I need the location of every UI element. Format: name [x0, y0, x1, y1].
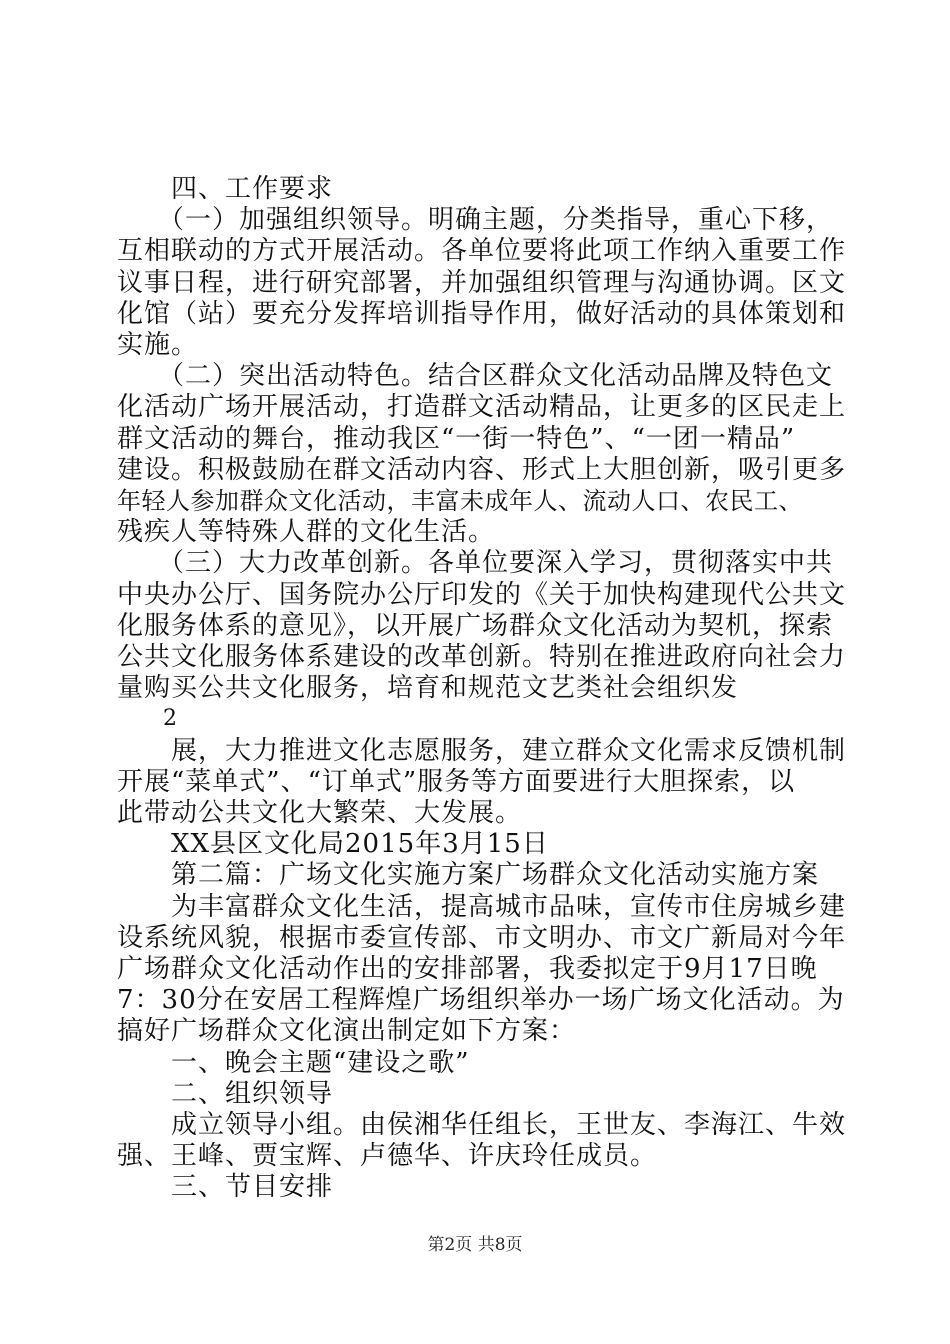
text-line: 四、工作要求 — [117, 174, 334, 204]
text-line: （二）突出活动特色。结合区群众文化活动品牌及特色文 — [117, 361, 834, 391]
text-line: 互相联动的方式开展活动。各单位要将此项工作纳入重要工作 — [117, 236, 847, 266]
text-line: 开展“菜单式”、“订单式”服务等方面要进行大胆探索，以 — [117, 767, 796, 797]
text-line: 一、晚会主题“建设之歌” — [117, 1048, 470, 1078]
text-line: 广场群众文化活动作出的安排部署，我委拟定于9月17日晚 — [117, 954, 818, 984]
text-line: 成立领导小组。由侯湘华任组长，王世友、李海江、牛效 — [117, 1110, 847, 1140]
section-title: 第二篇：广场文化实施方案广场群众文化活动实施方案 — [117, 860, 820, 890]
text-line: 化服务体系的意见》，以开展广场群众文化活动为契机，探索 — [117, 611, 834, 641]
text-line: （一）加强组织领导。明确主题，分类指导，重心下移， — [117, 205, 834, 235]
text-line: 量购买公共文化服务，培育和规范文艺类社会组织发 — [117, 673, 739, 703]
text-line: 搞好广场群众文化演出制定如下方案： — [117, 1016, 577, 1046]
text-line: 强、王峰、贾宝辉、卢德华、许庆玲任成员。 — [117, 1141, 658, 1171]
text-line: 二、组织领导 — [117, 1079, 334, 1109]
text-line: 为丰富群众文化生活，提高城市品味，宣传市住房城乡建 — [117, 892, 847, 922]
text-line: 展，大力推进文化志愿服务，建立群众文化需求反馈机制 — [117, 736, 847, 766]
date-line: XX县区文化局2015年3月15日 — [117, 829, 549, 859]
text-line: 议事日程，进行研究部署，并加强组织管理与沟通协调。区文 — [117, 268, 847, 298]
text-line: 建设。积极鼓励在群文活动内容、形式上大胆创新，吸引更多 — [117, 455, 847, 485]
text-line: 化活动广场开展活动，打造群文活动精品，让更多的区民走上 — [117, 392, 847, 422]
text-line: 残疾人等特殊人群的文化生活。 — [117, 517, 496, 547]
text-line: 年轻人参加群众文化活动，丰富未成年人、流动人口、农民工、 — [117, 487, 803, 515]
page-number-inline: 2 — [117, 706, 178, 731]
text-line: 实施。 — [117, 330, 199, 360]
text-line: 中央办公厅、国务院办公厅印发的《关于加快构建现代公共文 — [117, 580, 847, 610]
text-line: （三）大力改革创新。各单位要深入学习，贯彻落实中共 — [117, 548, 834, 578]
text-line: 此带动公共文化大繁荣、大发展。 — [117, 798, 523, 828]
text-line: 群文活动的舞台，推动我区“一街一特色”、“一团一精品” — [117, 424, 796, 454]
text-line: 三、节目安排 — [117, 1172, 334, 1202]
page-footer: 第2页 共8页 — [427, 1235, 523, 1255]
text-line: 化馆（站）要充分发挥培训指导作用，做好活动的具体策划和 — [117, 299, 847, 329]
text-line: 公共文化服务体系建设的改革创新。特别在推进政府向社会力 — [117, 642, 847, 672]
text-line: 设系统风貌，根据市委宣传部、市文明办、市文广新局对今年 — [117, 923, 847, 953]
text-line: 7：30分在安居工程辉煌广场组织举办一场广场文化活动。为 — [117, 985, 845, 1015]
